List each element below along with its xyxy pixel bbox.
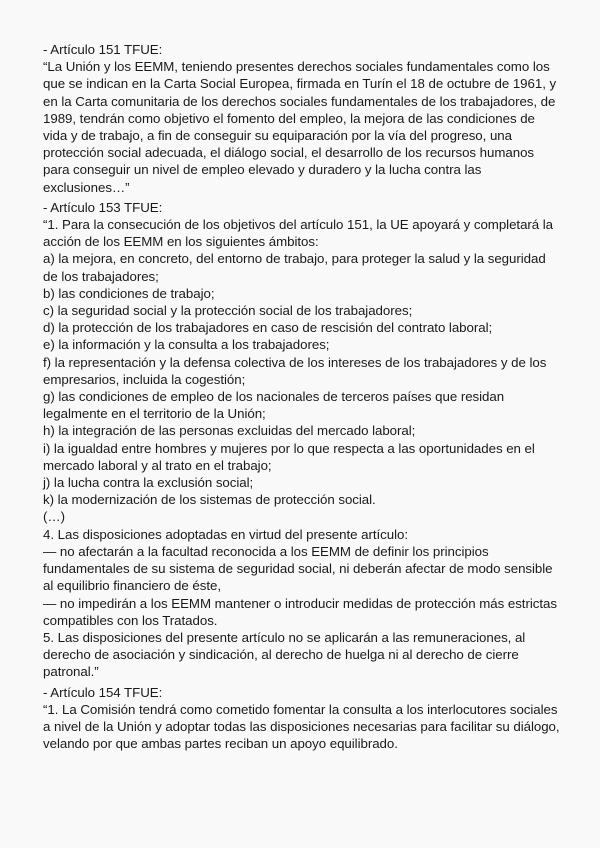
paragraph-line: a nivel de la Unión y adoptar todas las disposiciones necesarias para facilitar su diálogo, — [43, 718, 560, 734]
paragraph-line: que se indican en la Carta Social Europea, firmada en Turín el 18 de octubre de 1961, y — [43, 76, 557, 92]
paragraph-line: 1989, tendrán como objetivo el fomento del empleo, la mejora de las condiciones de — [43, 110, 535, 126]
paragraph-line: en la Carta comunitaria de los derechos sociales fundamentales de los trabajadores, de — [43, 93, 556, 109]
heading-article-154: - Artículo 154 TFUE: — [43, 684, 163, 700]
paragraph-line: — no afectarán a la facultad reconocida a los EEMM de definir los principios — [43, 543, 489, 559]
paragraph-line: “La Unión y los EEMM, teniendo presentes derechos sociales fundamentales como los — [43, 59, 550, 75]
list-item-line: b) las condiciones de trabajo; — [43, 285, 215, 301]
paragraph-line: 5. Las disposiciones del presente artículo no se aplicarán a las remuneraciones, al — [43, 629, 526, 645]
ellipsis-line: (…) — [43, 509, 66, 525]
list-item-line: a) la mejora, en concreto, del entorno de trabajo, para proteger la salud y la seguridad — [43, 251, 546, 267]
list-item-line: empresarios, incluida la cogestión; — [43, 371, 246, 387]
paragraph-line: “1. La Comisión tendrá como cometido fomentar la consulta a los interlocutores sociales — [43, 701, 558, 717]
paragraph-line: derecho de asociación y sindicación, al derecho de huelga ni al derecho de cierre — [43, 647, 519, 663]
list-item-line: de los trabajadores; — [43, 268, 159, 284]
list-item-line: k) la modernización de los sistemas de protección social. — [43, 492, 376, 508]
paragraph-line: protección social adecuada, el diálogo social, el desarrollo de los recursos humanos — [43, 145, 535, 161]
list-item-line: j) la lucha contra la exclusión social; — [43, 475, 254, 491]
paragraph-line: al equilibrio financiero de éste, — [43, 578, 221, 594]
paragraph-line: vida y de trabajo, a fin de conseguir su equiparación por la vía del progreso, una — [43, 128, 512, 144]
list-item-line: h) la integración de las personas excluidas del mercado laboral; — [43, 423, 416, 439]
heading-article-151: - Artículo 151 TFUE: — [43, 42, 163, 57]
paragraph-line: — no impedirán a los EEMM mantener o introducir medidas de protección más estrictas — [43, 595, 557, 611]
list-item-line: f) la representación y la defensa colectiva de los intereses de los trabajadores y de los — [43, 354, 547, 370]
list-item-line: g) las condiciones de empleo de los nacionales de terceros países que residan — [43, 389, 505, 405]
list-item-line: mercado laboral y al trato en el trabajo; — [43, 457, 272, 473]
list-item-line: d) la protección de los trabajadores en caso de rescisión del contrato laboral; — [43, 320, 493, 336]
paragraph-line: compatibles con los Tratados. — [43, 612, 218, 628]
heading-article-153: - Artículo 153 TFUE: — [43, 199, 163, 215]
paragraph-line: “1. Para la consecución de los objetivos del artículo 151, la UE apoyará y completará la — [43, 217, 554, 233]
list-item-line: i) la igualdad entre hombres y mujeres por lo que respecta a las oportunidades en el — [43, 440, 535, 456]
paragraph-line: fundamentales de su sistema de seguridad social, ni deberán afectar de modo sensible — [43, 561, 553, 577]
paragraph-line: acción de los EEMM en los siguientes ámbitos: — [43, 234, 319, 250]
paragraph-line: exclusiones…” — [43, 179, 130, 195]
list-item-line: legalmente en el territorio de la Unión; — [43, 406, 266, 422]
paragraph-line: para conseguir un nivel de empleo elevado y duradero y la lucha contra las — [43, 162, 482, 178]
paragraph-line: 4. Las disposiciones adoptadas en virtud del presente artículo: — [43, 526, 408, 542]
paragraph-line: patronal.” — [43, 664, 99, 680]
list-item-line: c) la seguridad social y la protección social de los trabajadores; — [43, 303, 413, 319]
paragraph-line: velando por que ambas partes reciban un apoyo equilibrado. — [43, 736, 398, 752]
list-item-line: e) la información y la consulta a los trabajadores; — [43, 337, 330, 353]
